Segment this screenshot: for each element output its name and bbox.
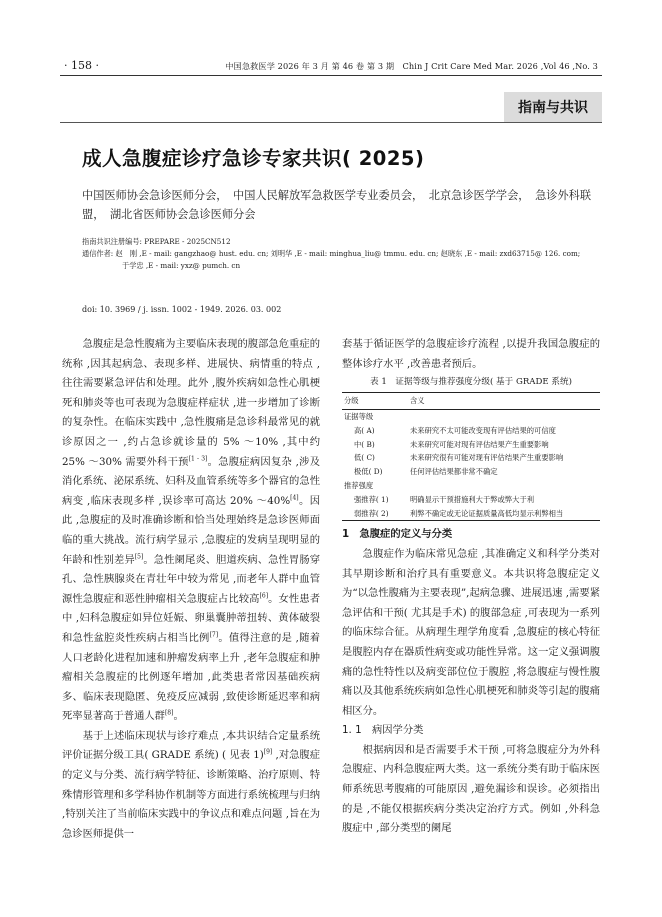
citation[interactable]: [6] <box>259 592 269 600</box>
table-row: 中( B) 未来研究可能对现有评估结果产生重要影响 <box>354 439 549 449</box>
citation[interactable]: [4] <box>290 494 299 502</box>
paragraph: 套基于循证医学的急腹症诊疗流程 ,以提升我国急腹症的整体诊疗水平 ,改善患者预后。 <box>342 338 600 370</box>
article-meta <box>82 236 602 272</box>
paragraph: 急腹症是急性腹痛为主要临床表现的腹部急危重症的统称 ,因其起病急、表现多样、进展快、病情重的特点 ,往往需要紧急评估和处理。此外 ,腹外疾病如急性心肌梗死和肺炎等也可表现为急腹症样症状 ,进一步增加了诊断的复杂性。在临床实践中 ,急性腹痛是急诊科最常见的就诊原因之一 ,约占急诊就诊量的 5% ～10% ,其中约 25% ～30% 需要外科干预[1 - 3]。急腹症病因复杂 ,涉及消化系统、泌尿系统、妇科及血管系统等多个器官的急性病变 ,临床表现多样 ,误诊率可高达 20% ～40%[4]。因此 ,急腹症的及时准确诊断和恰当处理始终是急诊医师面临的重大挑战。流行病学显示 ,急腹症的发病呈现明显的年龄和性别差异[5]。急性阑尾炎、胆道疾病、急性胃肠穿孔、急性胰腺炎在青壮年中较为常见 ,而老年人群中血管源性急腹症和恶性肿瘤相关急腹症占比较高[6]。女性患者中 ,妇科急腹症如异位妊娠、卵巢囊肿蒂扭转、黄体破裂和急性盆腔炎性疾病占相当比例[7]。值得注意的是 ,随着人口老龄化进程加速和肿瘤发病率上升 ,老年急腹症和肿瘤相关急腹症的比例逐年增加 ,此类患者常因基础疾病多、临床表现隐匿、免疫反应减弱 ,致使诊断延迟率和病死率显著高于普通人群[8]。 <box>62 338 321 723</box>
right-column <box>342 335 600 839</box>
doi: doi: 10. 3969 / j. issn. 1002 - 1949. 2026. 03. 002 <box>82 305 282 314</box>
left-column <box>62 335 320 844</box>
corresponding-authors: 通信作者: 赵 刚 ,E - mail: gangzhao@ hust. edu. cn; 刘明华 ,E - mail: minghua_liu@ tmmu. edu. cn; 赵晓东 ,E - mail: zxd63715@ 126. com; <box>82 249 581 258</box>
table-row: 弱推荐( 2) 利弊不确定或无论证据质量高低均显示利弊相当 <box>342 507 600 521</box>
section-rule <box>60 122 602 123</box>
article-title: 成人急腹症诊疗急诊专家共识( 2025) <box>82 147 425 170</box>
section-tag: 指南与共识 <box>504 92 602 122</box>
corresponding-authors-cont: 于学忠 ,E - mail: yxz@ pumch. cn <box>122 261 241 270</box>
section-heading: 1 急腹症的定义与分类 <box>342 528 453 541</box>
table-caption: 表 1 证据等级与推荐强度分级( 基于 GRADE 系统) <box>370 377 572 388</box>
table-row: 高( A) 未来研究不太可能改变现有评估结果的可信度 <box>354 425 556 435</box>
citation[interactable]: [9] <box>263 749 273 757</box>
registration-number: 指南共识注册编号: PREPARE - 2025CN512 <box>82 237 231 246</box>
paragraph: 急腹症作为临床常见急症 ,其准确定义和科学分类对其早期诊断和治疗具有重要意义。本共识将急腹症定义为“以急性腹痛为主要表现”,起病急骤、进展迅速 ,需要紧急评估和干预( 尤其是手术) 的腹部急症 ,可表现为一系列的临床综合征。从病理生理学角度看 ,急腹症的核心特征是腹腔内存在器质性病变或功能性异常。这一定义强调腹痛的急性特性以及病变部位位于腹腔 ,将急腹症与慢性腹痛以及其他系统疾病如急性心肌梗死和肺炎等引起的腹痛相区分。 <box>342 547 600 717</box>
grade-table <box>342 392 600 521</box>
citation[interactable]: [7] <box>209 631 219 639</box>
citation[interactable]: [5] <box>134 553 144 561</box>
table-group-label: 证据等级 <box>344 411 374 421</box>
citation[interactable]: [1 - 3] <box>188 455 208 463</box>
table-header: 分级 <box>342 393 408 410</box>
table-row: 强推荐( 1) 明确显示干预措施利大于弊或弊大于利 <box>354 494 535 504</box>
journal-header: 中国急救医学 2026 年 3 月 第 46 卷 第 3 期 Chin J Crit Care Med Mar. 2026 ,Vol 46 ,No. 3 <box>225 61 598 71</box>
header-rule <box>60 75 602 76</box>
author-list: 中国医师协会急诊医师分会， 中国人民解放军急救医学专业委员会， 北京急诊医学学会， 急诊外科联盟， 湖北省医师协会急诊医师分会 <box>82 189 592 221</box>
subsection-heading: 1. 1 病因学分类 <box>342 724 424 737</box>
page-number: · 158 · <box>64 59 99 72</box>
paragraph: 基于上述临床现状与诊疗难点 ,本共识结合定量系统评价证据分级工具( GRADE 系统) ( 见表 1)[9] ,对急腹症的定义与分类、流行病学特征、诊断策略、治疗原则、特殊情形管理和多学科协作机制等方面进行系统梳理与归纳 ,特别关注了当前临床实践中的争议点和难点问题 ,旨在为急诊医师提供一 <box>62 729 321 840</box>
table-group-label: 推荐强度 <box>344 480 374 490</box>
table-header: 含义 <box>408 393 600 410</box>
table-row: 极低( D) 任何评估结果都非常不确定 <box>354 467 498 477</box>
paragraph: 根据病因和是否需要手术干预 ,可将急腹症分为外科急腹症、内科急腹症两大类。这一系统分类有助于临床医师系统思考腹痛的可能原因 ,避免漏诊和误诊。必须指出的是 ,不能仅根据疾病分类决定治疗方式。例如 ,外科急腹症中 ,部分类型的阑尾 <box>342 743 600 835</box>
citation[interactable]: [8] <box>164 709 174 717</box>
table-row: 低( C) 未来研究很有可能对现有评估结果产生重要影响 <box>354 453 564 463</box>
